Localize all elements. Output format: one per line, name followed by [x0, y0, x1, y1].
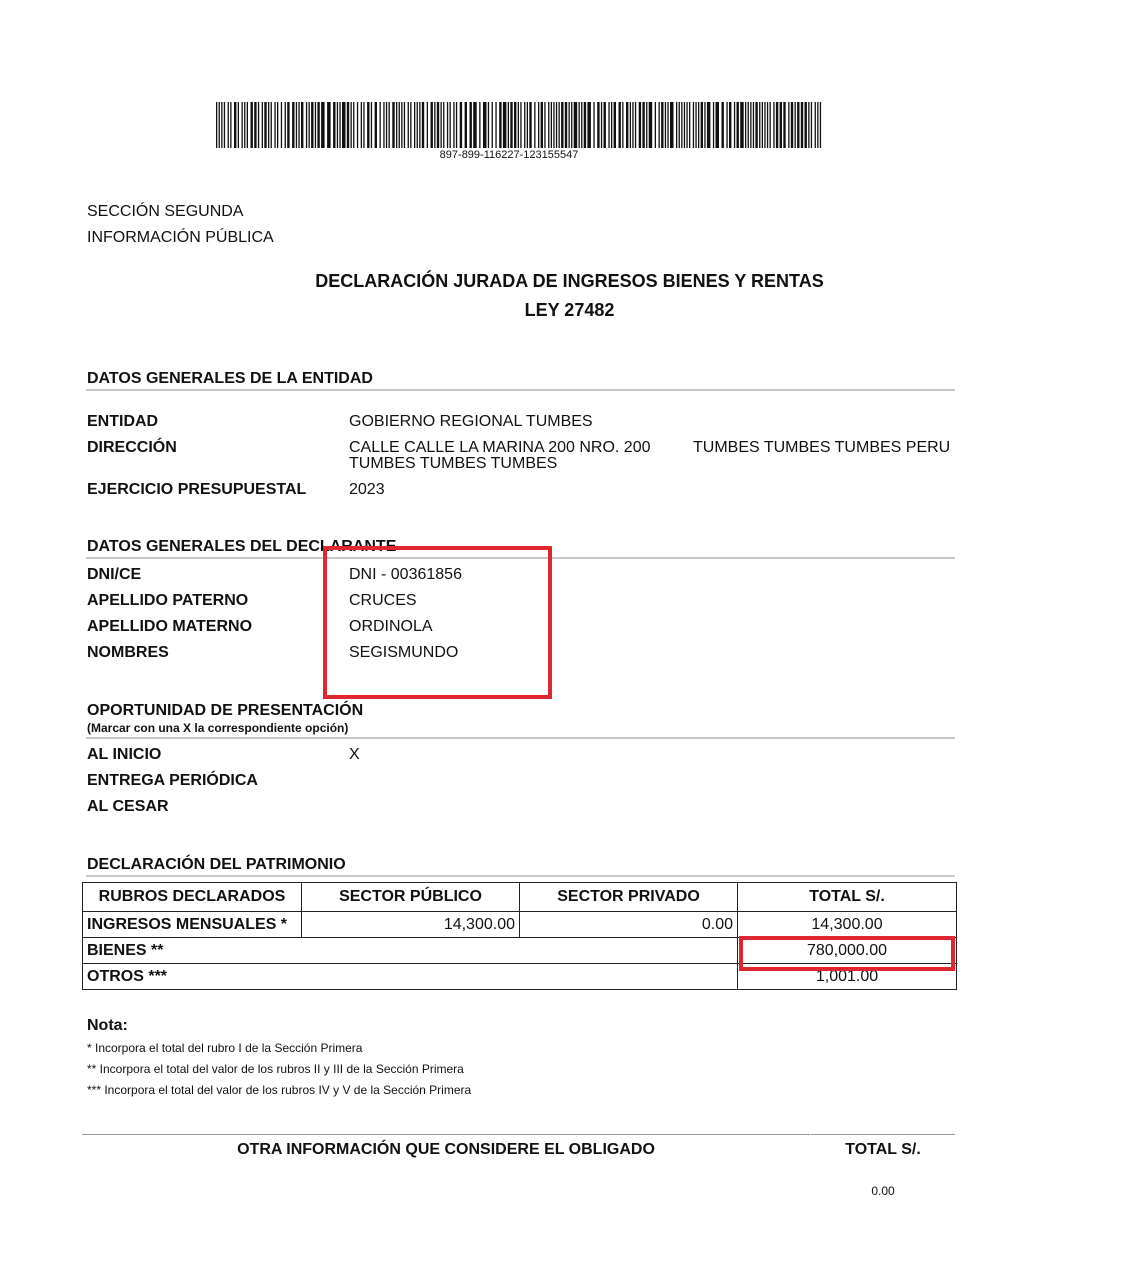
apellido-paterno-label: APELLIDO PATERNO [87, 592, 249, 609]
al-inicio-mark: X [349, 746, 360, 763]
table-row [83, 912, 957, 938]
ingresos-publico-value: 14,300.00 [302, 912, 520, 938]
divider [86, 875, 955, 877]
document-title: DECLARACIÓN JURADA DE INGRESOS BIENES Y RENTAS [315, 271, 824, 291]
highlight-box-declarante [323, 546, 552, 699]
entidad-label: ENTIDAD [87, 413, 159, 430]
divider [82, 1134, 810, 1135]
nota-heading: Nota: [87, 1017, 128, 1034]
otros-total-value: 1,001.00 [738, 964, 957, 990]
direccion-line1: CALLE CALLE LA MARINA 200 NRO. 200 [349, 439, 651, 456]
ingresos-privado-value: 0.00 [520, 912, 738, 938]
entrega-periodica-label: ENTREGA PERIÓDICA [87, 772, 258, 789]
oportunidad-instruction: (Marcar con una X la correspondiente opción) [87, 721, 349, 735]
row-label-bienes: BIENES ** [83, 938, 738, 964]
nota-line: ** Incorpora el total del valor de los rubros II y III de la Sección Primera [87, 1062, 464, 1076]
oportunidad-section-heading: OPORTUNIDAD DE PRESENTACIÓN [87, 702, 364, 719]
section-label: SECCIÓN SEGUNDA [87, 203, 244, 220]
nombres-label: NOMBRES [87, 644, 169, 661]
apellido-materno-label: APELLIDO MATERNO [87, 618, 253, 635]
column-header: RUBROS DECLARADOS [83, 883, 302, 912]
bienes-total-value: 780,000.00 [738, 938, 957, 964]
barcode-number: 897-899-116227-123155547 [439, 149, 579, 161]
law-title: LEY 27482 [524, 300, 615, 320]
direccion-label: DIRECCIÓN [87, 439, 177, 456]
divider [86, 737, 955, 739]
section-sublabel: INFORMACIÓN PÚBLICA [87, 229, 274, 246]
otra-total-value: 0.00 [871, 1184, 895, 1198]
nota-line: *** Incorpora el total del valor de los rubros IV y V de la Sección Primera [87, 1083, 472, 1097]
apellido-paterno-value: CRUCES [349, 592, 417, 609]
dni-label: DNI/CE [87, 566, 142, 583]
direccion-extra: TUMBES TUMBES TUMBES PERU [693, 439, 951, 456]
ejercicio-value: 2023 [349, 481, 385, 498]
column-header: SECTOR PRIVADO [520, 883, 738, 912]
row-label-otros: OTROS *** [83, 964, 738, 990]
column-header: SECTOR PÚBLICO [302, 883, 520, 912]
al-cesar-label: AL CESAR [87, 798, 169, 815]
al-inicio-label: AL INICIO [87, 746, 162, 763]
direccion-line2: TUMBES TUMBES TUMBES [349, 455, 558, 472]
barcode-image [216, 102, 822, 148]
declarante-section-heading: DATOS GENERALES DEL DECLARANTE [87, 538, 397, 555]
nota-line: * Incorpora el total del rubro I de la Sección Primera [87, 1041, 363, 1055]
row-label-ingresos: INGRESOS MENSUALES * [83, 912, 302, 938]
nombres-value: SEGISMUNDO [349, 644, 459, 661]
otra-total-label: TOTAL S/. [845, 1141, 921, 1158]
otra-informacion-heading: OTRA INFORMACIÓN QUE CONSIDERE EL OBLIGADO [237, 1141, 655, 1158]
column-header: TOTAL S/. [738, 883, 957, 912]
patrimonio-section-heading: DECLARACIÓN DEL PATRIMONIO [87, 856, 346, 873]
apellido-materno-value: ORDINOLA [349, 618, 433, 635]
highlight-box-bienes [739, 936, 955, 971]
dni-value: DNI - 00361856 [349, 566, 462, 583]
entidad-section-heading: DATOS GENERALES DE LA ENTIDAD [87, 370, 373, 387]
ejercicio-label: EJERCICIO PRESUPUESTAL [87, 481, 307, 498]
divider [86, 389, 955, 391]
table-header-row [83, 883, 957, 912]
divider [811, 1134, 955, 1135]
ingresos-total-value: 14,300.00 [738, 912, 957, 938]
entidad-value: GOBIERNO REGIONAL TUMBES [349, 413, 593, 430]
